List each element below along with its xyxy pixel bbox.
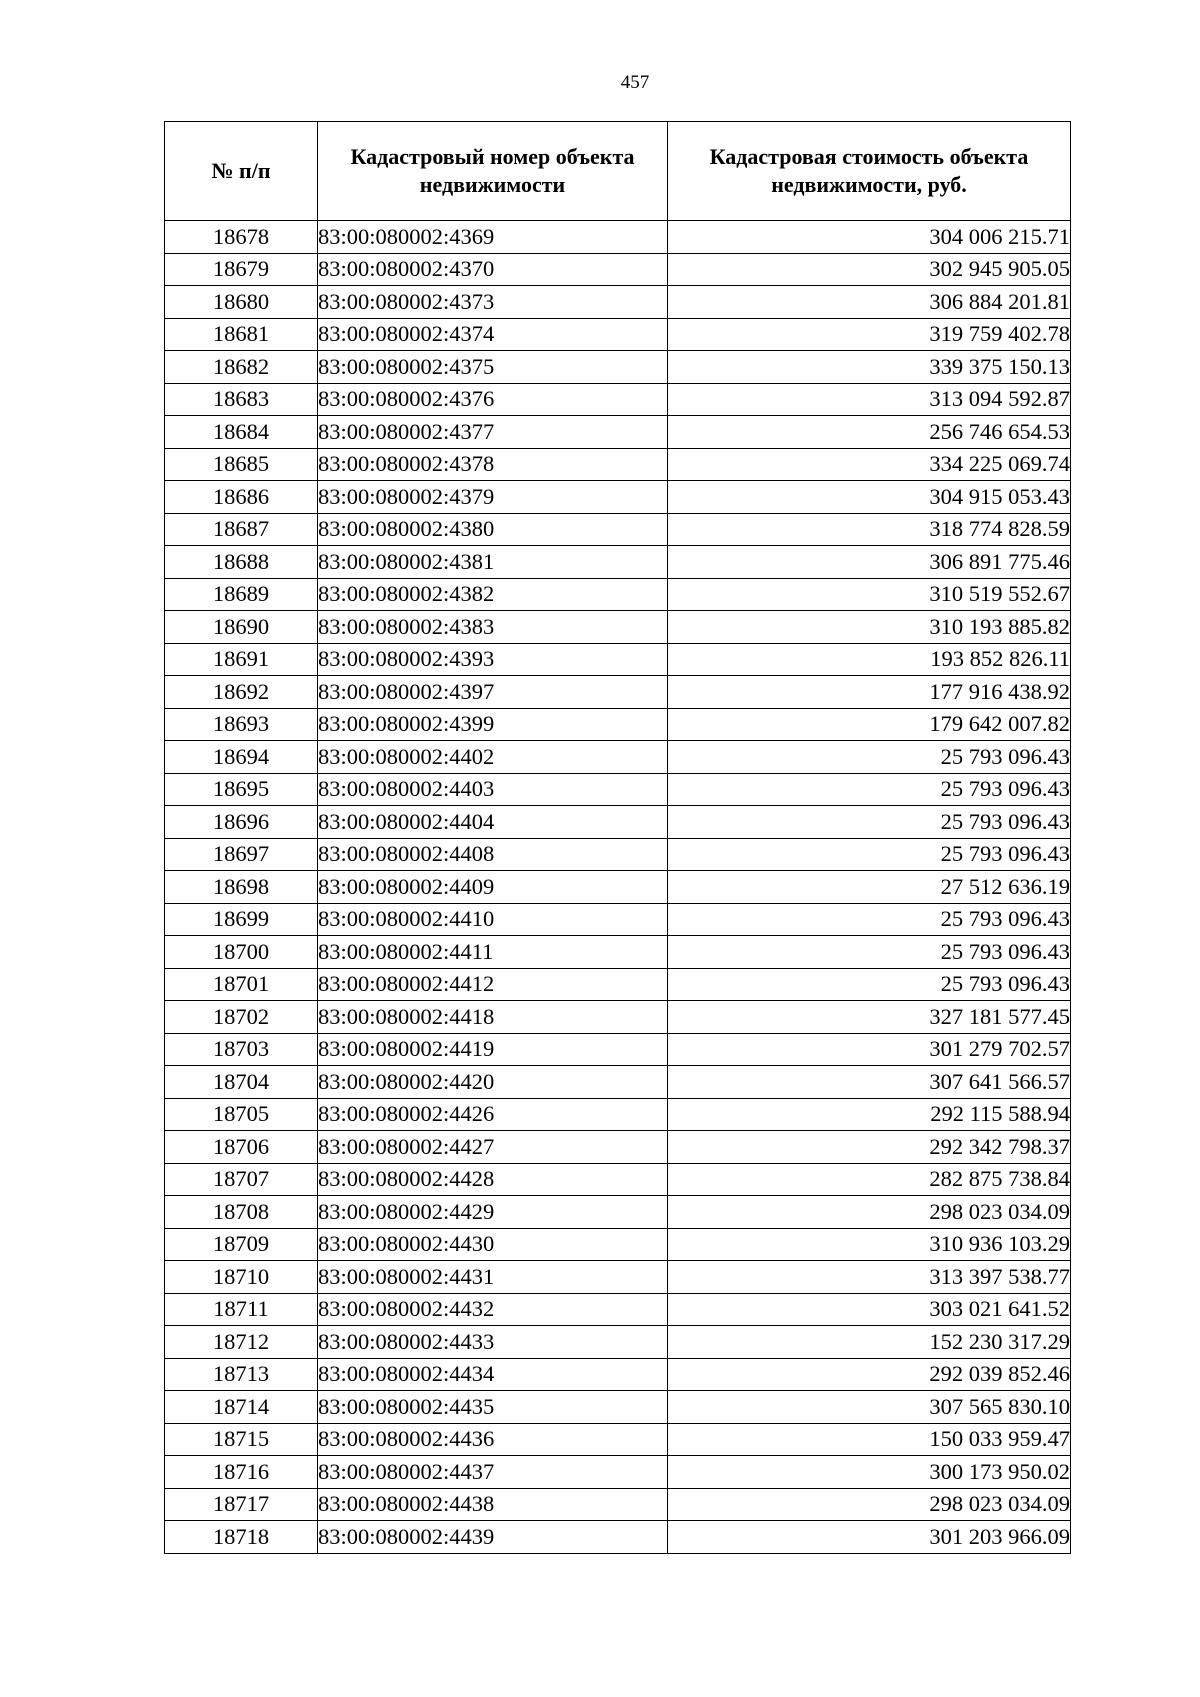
row-cadastral-number: 83:00:080002:4370: [318, 253, 668, 286]
row-cadastral-value: 292 115 588.94: [668, 1098, 1071, 1131]
row-number: 18715: [165, 1423, 318, 1456]
row-number: 18707: [165, 1163, 318, 1196]
table-row: [165, 1001, 1071, 1034]
row-number: 18682: [165, 351, 318, 384]
row-cadastral-value: 306 884 201.81: [668, 286, 1071, 319]
row-cadastral-number: 83:00:080002:4397: [318, 676, 668, 709]
row-cadastral-number: 83:00:080002:4435: [318, 1391, 668, 1424]
row-cadastral-number: 83:00:080002:4433: [318, 1326, 668, 1359]
table-row: [165, 1456, 1071, 1489]
row-cadastral-value: 282 875 738.84: [668, 1163, 1071, 1196]
table-row: [165, 1293, 1071, 1326]
table-row: [165, 611, 1071, 644]
row-cadastral-value: 25 793 096.43: [668, 968, 1071, 1001]
row-cadastral-number: 83:00:080002:4436: [318, 1423, 668, 1456]
table-row: [165, 318, 1071, 351]
row-cadastral-value: 25 793 096.43: [668, 741, 1071, 774]
row-cadastral-number: 83:00:080002:4380: [318, 513, 668, 546]
row-number: 18685: [165, 448, 318, 481]
row-cadastral-number: 83:00:080002:4431: [318, 1261, 668, 1294]
table-row: [165, 643, 1071, 676]
table-row: [165, 416, 1071, 449]
row-number: 18702: [165, 1001, 318, 1034]
row-cadastral-number: 83:00:080002:4369: [318, 221, 668, 254]
row-cadastral-number: 83:00:080002:4429: [318, 1196, 668, 1229]
row-cadastral-number: 83:00:080002:4393: [318, 643, 668, 676]
row-number: 18709: [165, 1228, 318, 1261]
row-cadastral-value: 304 006 215.71: [668, 221, 1071, 254]
table-row: [165, 513, 1071, 546]
row-number: 18700: [165, 936, 318, 969]
row-number: 18710: [165, 1261, 318, 1294]
table-row: [165, 481, 1071, 514]
row-cadastral-value: 307 565 830.10: [668, 1391, 1071, 1424]
cadastral-value-table: [164, 121, 1071, 1554]
row-cadastral-value: 179 642 007.82: [668, 708, 1071, 741]
header-cadastral-number: Кадастровый номер объекта недвижимости: [318, 122, 668, 221]
row-cadastral-number: 83:00:080002:4432: [318, 1293, 668, 1326]
row-number: 18678: [165, 221, 318, 254]
table-row: [165, 1098, 1071, 1131]
table-body: [165, 221, 1071, 1554]
table-row: [165, 448, 1071, 481]
row-cadastral-number: 83:00:080002:4437: [318, 1456, 668, 1489]
row-number: 18688: [165, 546, 318, 579]
table-row: [165, 1358, 1071, 1391]
row-number: 18705: [165, 1098, 318, 1131]
row-number: 18693: [165, 708, 318, 741]
row-cadastral-number: 83:00:080002:4375: [318, 351, 668, 384]
row-cadastral-value: 298 023 034.09: [668, 1196, 1071, 1229]
row-cadastral-value: 304 915 053.43: [668, 481, 1071, 514]
row-cadastral-value: 310 193 885.82: [668, 611, 1071, 644]
row-number: 18706: [165, 1131, 318, 1164]
table-row: [165, 1196, 1071, 1229]
row-number: 18691: [165, 643, 318, 676]
row-number: 18712: [165, 1326, 318, 1359]
header-number: № п/п: [165, 122, 318, 221]
table-row: [165, 708, 1071, 741]
row-cadastral-value: 318 774 828.59: [668, 513, 1071, 546]
row-number: 18681: [165, 318, 318, 351]
row-cadastral-value: 307 641 566.57: [668, 1066, 1071, 1099]
table-row: [165, 806, 1071, 839]
table-row: [165, 1488, 1071, 1521]
row-cadastral-number: 83:00:080002:4403: [318, 773, 668, 806]
row-cadastral-number: 83:00:080002:4438: [318, 1488, 668, 1521]
row-cadastral-number: 83:00:080002:4376: [318, 383, 668, 416]
table-row: [165, 741, 1071, 774]
table-row: [165, 1326, 1071, 1359]
row-cadastral-value: 256 746 654.53: [668, 416, 1071, 449]
table-row: [165, 578, 1071, 611]
row-cadastral-number: 83:00:080002:4412: [318, 968, 668, 1001]
table-row: [165, 903, 1071, 936]
row-cadastral-number: 83:00:080002:4411: [318, 936, 668, 969]
row-number: 18680: [165, 286, 318, 319]
row-cadastral-value: 193 852 826.11: [668, 643, 1071, 676]
row-number: 18684: [165, 416, 318, 449]
row-cadastral-value: 301 279 702.57: [668, 1033, 1071, 1066]
table-row: [165, 1228, 1071, 1261]
table-header-row: [165, 122, 1071, 221]
row-number: 18701: [165, 968, 318, 1001]
row-cadastral-value: 310 936 103.29: [668, 1228, 1071, 1261]
row-cadastral-value: 25 793 096.43: [668, 936, 1071, 969]
row-cadastral-value: 177 916 438.92: [668, 676, 1071, 709]
row-cadastral-value: 339 375 150.13: [668, 351, 1071, 384]
table-row: [165, 253, 1071, 286]
row-number: 18713: [165, 1358, 318, 1391]
row-cadastral-value: 27 512 636.19: [668, 871, 1071, 904]
row-cadastral-number: 83:00:080002:4408: [318, 838, 668, 871]
row-number: 18687: [165, 513, 318, 546]
row-number: 18694: [165, 741, 318, 774]
table-row: [165, 676, 1071, 709]
row-cadastral-number: 83:00:080002:4410: [318, 903, 668, 936]
row-cadastral-number: 83:00:080002:4381: [318, 546, 668, 579]
row-cadastral-value: 313 397 538.77: [668, 1261, 1071, 1294]
row-cadastral-number: 83:00:080002:4382: [318, 578, 668, 611]
row-number: 18716: [165, 1456, 318, 1489]
row-cadastral-value: 319 759 402.78: [668, 318, 1071, 351]
row-cadastral-value: 306 891 775.46: [668, 546, 1071, 579]
row-cadastral-value: 25 793 096.43: [668, 838, 1071, 871]
row-cadastral-value: 301 203 966.09: [668, 1521, 1071, 1554]
table-row: [165, 1521, 1071, 1554]
row-number: 18695: [165, 773, 318, 806]
table-row: [165, 351, 1071, 384]
table-row: [165, 773, 1071, 806]
row-cadastral-number: 83:00:080002:4420: [318, 1066, 668, 1099]
row-cadastral-number: 83:00:080002:4404: [318, 806, 668, 839]
table-row: [165, 1163, 1071, 1196]
table-row: [165, 286, 1071, 319]
row-cadastral-number: 83:00:080002:4418: [318, 1001, 668, 1034]
row-cadastral-number: 83:00:080002:4428: [318, 1163, 668, 1196]
row-cadastral-value: 25 793 096.43: [668, 903, 1071, 936]
row-number: 18714: [165, 1391, 318, 1424]
row-number: 18699: [165, 903, 318, 936]
row-cadastral-number: 83:00:080002:4430: [318, 1228, 668, 1261]
row-number: 18689: [165, 578, 318, 611]
row-cadastral-number: 83:00:080002:4434: [318, 1358, 668, 1391]
row-cadastral-number: 83:00:080002:4399: [318, 708, 668, 741]
row-number: 18711: [165, 1293, 318, 1326]
table-row: [165, 1131, 1071, 1164]
row-cadastral-value: 150 033 959.47: [668, 1423, 1071, 1456]
row-cadastral-number: 83:00:080002:4377: [318, 416, 668, 449]
row-cadastral-number: 83:00:080002:4373: [318, 286, 668, 319]
row-cadastral-value: 334 225 069.74: [668, 448, 1071, 481]
header-cadastral-value: Кадастровая стоимость объекта недвижимости, руб.: [668, 122, 1071, 221]
table-row: [165, 1066, 1071, 1099]
row-number: 18690: [165, 611, 318, 644]
table-row: [165, 1391, 1071, 1424]
row-number: 18696: [165, 806, 318, 839]
row-number: 18703: [165, 1033, 318, 1066]
row-number: 18679: [165, 253, 318, 286]
row-cadastral-value: 292 342 798.37: [668, 1131, 1071, 1164]
row-number: 18692: [165, 676, 318, 709]
page-number: 457: [620, 72, 650, 93]
row-cadastral-number: 83:00:080002:4427: [318, 1131, 668, 1164]
row-number: 18686: [165, 481, 318, 514]
row-number: 18718: [165, 1521, 318, 1554]
row-number: 18704: [165, 1066, 318, 1099]
row-cadastral-number: 83:00:080002:4383: [318, 611, 668, 644]
row-cadastral-value: 302 945 905.05: [668, 253, 1071, 286]
row-cadastral-number: 83:00:080002:4426: [318, 1098, 668, 1131]
row-cadastral-value: 313 094 592.87: [668, 383, 1071, 416]
row-cadastral-number: 83:00:080002:4419: [318, 1033, 668, 1066]
row-number: 18683: [165, 383, 318, 416]
row-cadastral-number: 83:00:080002:4379: [318, 481, 668, 514]
table-row: [165, 1261, 1071, 1294]
row-cadastral-value: 298 023 034.09: [668, 1488, 1071, 1521]
row-cadastral-value: 25 793 096.43: [668, 806, 1071, 839]
row-cadastral-number: 83:00:080002:4409: [318, 871, 668, 904]
row-number: 18717: [165, 1488, 318, 1521]
row-cadastral-number: 83:00:080002:4402: [318, 741, 668, 774]
row-cadastral-number: 83:00:080002:4378: [318, 448, 668, 481]
table-row: [165, 546, 1071, 579]
row-cadastral-value: 152 230 317.29: [668, 1326, 1071, 1359]
table-row: [165, 221, 1071, 254]
row-cadastral-value: 310 519 552.67: [668, 578, 1071, 611]
row-number: 18697: [165, 838, 318, 871]
table-row: [165, 838, 1071, 871]
table-row: [165, 1033, 1071, 1066]
row-cadastral-value: 25 793 096.43: [668, 773, 1071, 806]
row-cadastral-value: 300 173 950.02: [668, 1456, 1071, 1489]
row-number: 18708: [165, 1196, 318, 1229]
table-row: [165, 1423, 1071, 1456]
table-row: [165, 968, 1071, 1001]
row-cadastral-value: 303 021 641.52: [668, 1293, 1071, 1326]
table-row: [165, 871, 1071, 904]
row-cadastral-number: 83:00:080002:4439: [318, 1521, 668, 1554]
row-cadastral-number: 83:00:080002:4374: [318, 318, 668, 351]
row-cadastral-value: 327 181 577.45: [668, 1001, 1071, 1034]
table-row: [165, 936, 1071, 969]
table-row: [165, 383, 1071, 416]
row-cadastral-value: 292 039 852.46: [668, 1358, 1071, 1391]
row-number: 18698: [165, 871, 318, 904]
